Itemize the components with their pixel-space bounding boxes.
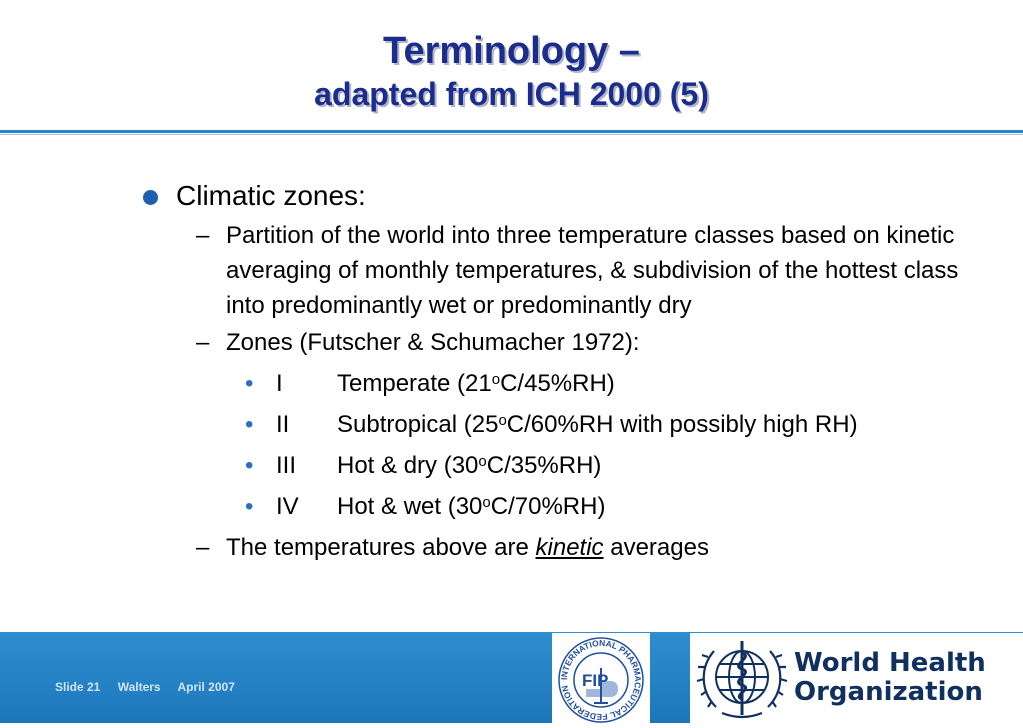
who-name-line-1: World Health	[794, 648, 986, 678]
dash-icon: –	[196, 329, 210, 356]
title-line-1: Terminology –	[383, 30, 640, 72]
dash-icon: –	[196, 534, 210, 561]
bullet-icon: •	[245, 493, 254, 520]
slide-title	[0, 28, 1023, 114]
who-name	[794, 649, 986, 707]
title-divider-shadow	[0, 134, 1023, 135]
zone-item-iii	[140, 448, 1000, 483]
fip-ring-text: INTERNATIONAL PHARMACEUTICAL FEDERATION	[558, 637, 644, 723]
who-logo	[690, 633, 1023, 723]
bullet-dot-icon	[143, 190, 158, 205]
sub-item-kinetic	[140, 530, 1000, 565]
fip-logo-icon	[552, 633, 650, 723]
sub-item-partition	[140, 218, 1000, 323]
zone-desc: Temperate (21$^o$C/45%RH)	[337, 370, 615, 397]
bullet-climatic-zones	[140, 178, 1000, 214]
zone-number: III	[276, 452, 297, 479]
zone-item-ii	[140, 407, 1000, 442]
footer-date: April 2007	[177, 680, 235, 694]
bullet-icon: •	[245, 411, 254, 438]
slide-body	[140, 178, 1000, 565]
zone-desc: Subtropical (25$^o$C/60%RH with possibly high RH)	[337, 411, 858, 438]
zone-number: I	[276, 370, 283, 397]
who-emblem-icon	[692, 633, 788, 723]
zone-item-iv	[140, 489, 1000, 524]
who-name-line-2: Organization	[794, 677, 983, 707]
sub-item-text: Zones (Futscher & Schumacher 1972):	[226, 329, 640, 356]
bullet-icon: •	[245, 452, 254, 479]
heading-text: Climatic zones:	[176, 180, 366, 211]
zone-item-i	[140, 366, 1000, 401]
dash-icon: –	[196, 222, 210, 249]
zone-number: II	[276, 411, 290, 438]
sub-item-text: The temperatures above are kinetic averages	[226, 534, 709, 561]
footer-author: Walters	[117, 680, 161, 694]
title-line-2: adapted from ICH 2000 (5)	[314, 76, 709, 112]
bullet-icon: •	[245, 370, 254, 397]
zone-desc: Hot & dry (30$^o$C/35%RH)	[337, 452, 602, 479]
zone-desc: Hot & wet (30$^o$C/70%RH)	[337, 493, 606, 520]
footer-info	[55, 680, 249, 694]
title-divider	[0, 130, 1023, 133]
sub-item-text: Partition of the world into three temperature classes based on kinetic averaging of monthly temperatures, & subdivision of the hottest class into predominantly wet or predominantly dry	[226, 222, 959, 319]
sub-item-zones	[140, 325, 1000, 360]
footer-slide-number: Slide 21	[55, 680, 101, 694]
zone-number: IV	[276, 493, 299, 520]
kinetic-emphasis: kinetic	[535, 534, 604, 561]
fip-center-text: FIP	[582, 671, 609, 690]
fip-logo	[552, 633, 650, 723]
